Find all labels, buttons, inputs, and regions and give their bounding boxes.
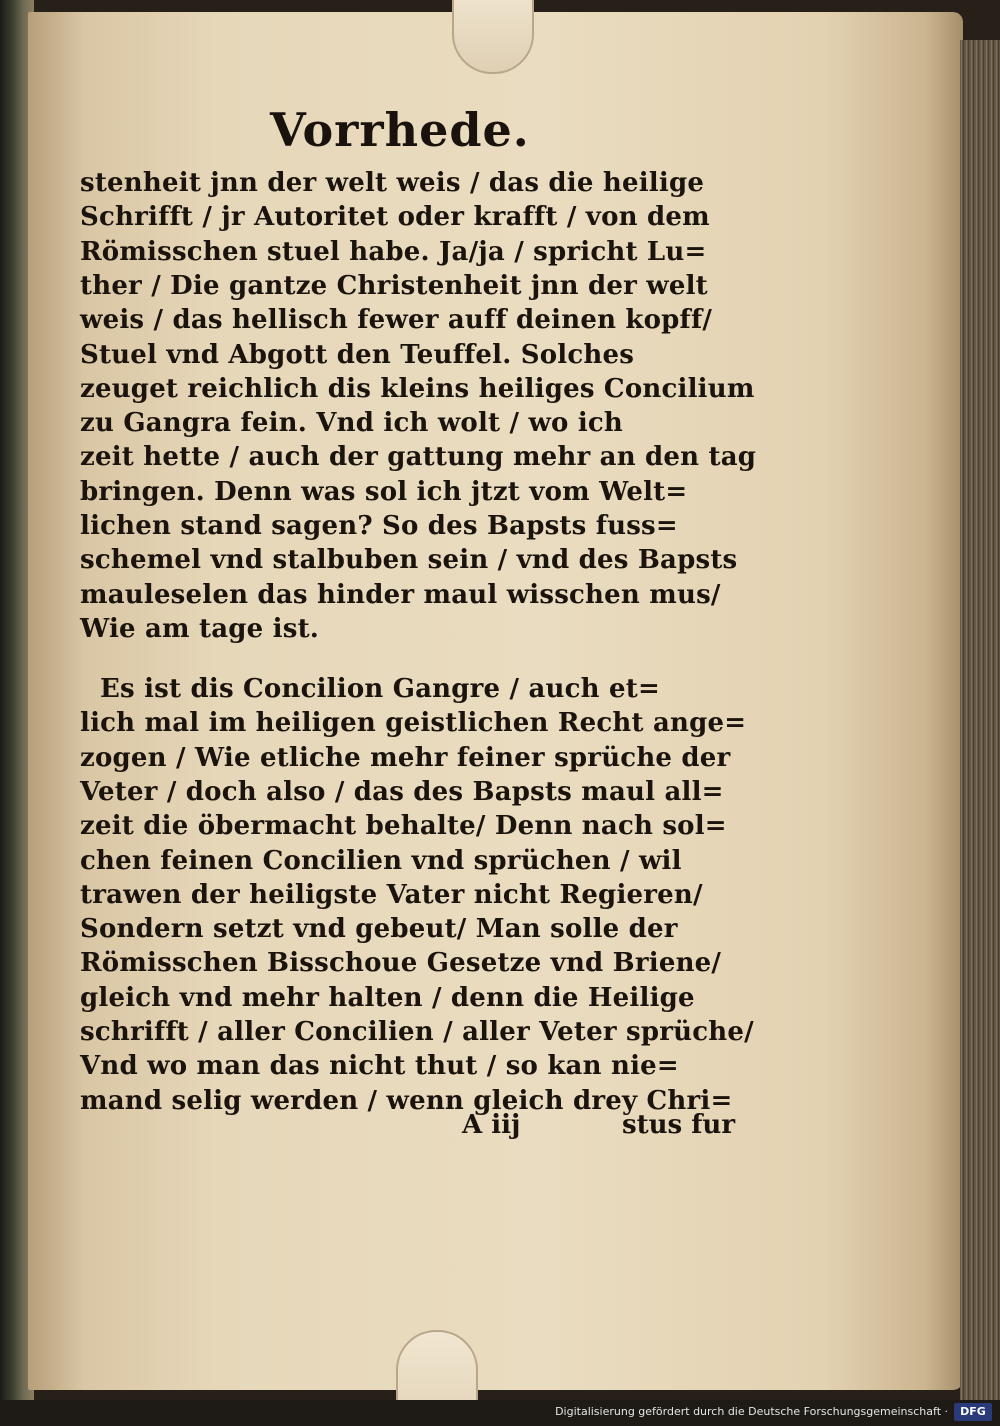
text-line: Wie am tage ist. bbox=[80, 613, 320, 644]
text-line: Sondern setzt vnd gebeut/ Man solle der bbox=[80, 914, 678, 945]
text-line: Stuel vnd Abgott den Teuffel. Solches bbox=[80, 339, 635, 370]
text-line: stenheit jnn der welt weis / das die heilige bbox=[80, 168, 705, 198]
text-line: lichen stand sagen? So des Bapsts fuss= bbox=[80, 511, 678, 541]
text-line: Vnd wo man das nicht thut / so kan nie= bbox=[80, 1051, 679, 1082]
signature-mark: A iij bbox=[462, 1110, 521, 1140]
catchword: stus fur bbox=[622, 1110, 736, 1140]
footer-credit: Digitalisierung gefördert durch die Deutsche Forschungsgemeinschaft · bbox=[555, 1405, 948, 1418]
text-line: mand selig werden / wenn gleich drey Chri= bbox=[80, 1085, 733, 1116]
text-line: Veter / doch also / das des Bapsts maul all= bbox=[80, 776, 724, 807]
text-line: zeit die öbermacht behalte/ Denn nach sol= bbox=[80, 811, 727, 842]
text-line: trawen der heiligste Vater nicht Regieren/ bbox=[80, 879, 703, 910]
text-line: schrifft / aller Concilien / aller Veter sprüche/ bbox=[80, 1017, 754, 1047]
text-line: zogen / Wie etliche mehr feiner sprüche der bbox=[80, 742, 731, 773]
text-line: Es ist dis Concilion Gangre / auch et= bbox=[100, 674, 660, 704]
text-line: zeuget reichlich dis kleins heiliges Concilium bbox=[80, 373, 755, 404]
text-line: Römisschen Bisschoue Gesetze vnd Briene/ bbox=[80, 948, 722, 979]
text-line: weis / das hellisch fewer auff deinen kopff/ bbox=[80, 305, 713, 336]
text-line: lich mal im heiligen geistlichen Recht ange= bbox=[80, 708, 747, 739]
text-line: zu Gangra fein. Vnd ich wolt / wo ich bbox=[80, 408, 624, 439]
text-line: bringen. Denn was sol ich jtzt vom Welt= bbox=[80, 476, 688, 507]
dfg-logo-icon: DFG bbox=[954, 1403, 992, 1421]
text-line: mauleselen das hinder maul wisschen mus/ bbox=[80, 579, 721, 610]
page-heading: Vorrhede. bbox=[270, 103, 530, 157]
text-line: schemel vnd stalbuben sein / vnd des Bapsts bbox=[80, 545, 738, 576]
text-line: zeit hette / auch der gattung mehr an den tag bbox=[80, 442, 757, 473]
text-line: ther / Die gantze Christenheit jnn der welt bbox=[80, 270, 708, 301]
text-line: gleich vnd mehr halten / denn die Heilige bbox=[80, 982, 695, 1013]
text-line: Römisschen stuel habe. Ja/ja / spricht Lu= bbox=[80, 236, 707, 267]
page-edges bbox=[960, 40, 1000, 1400]
text-line: Schrifft / jr Autoritet oder krafft / von dem bbox=[80, 202, 710, 233]
text-line: chen feinen Concilien vnd sprüchen / wil bbox=[80, 845, 682, 876]
